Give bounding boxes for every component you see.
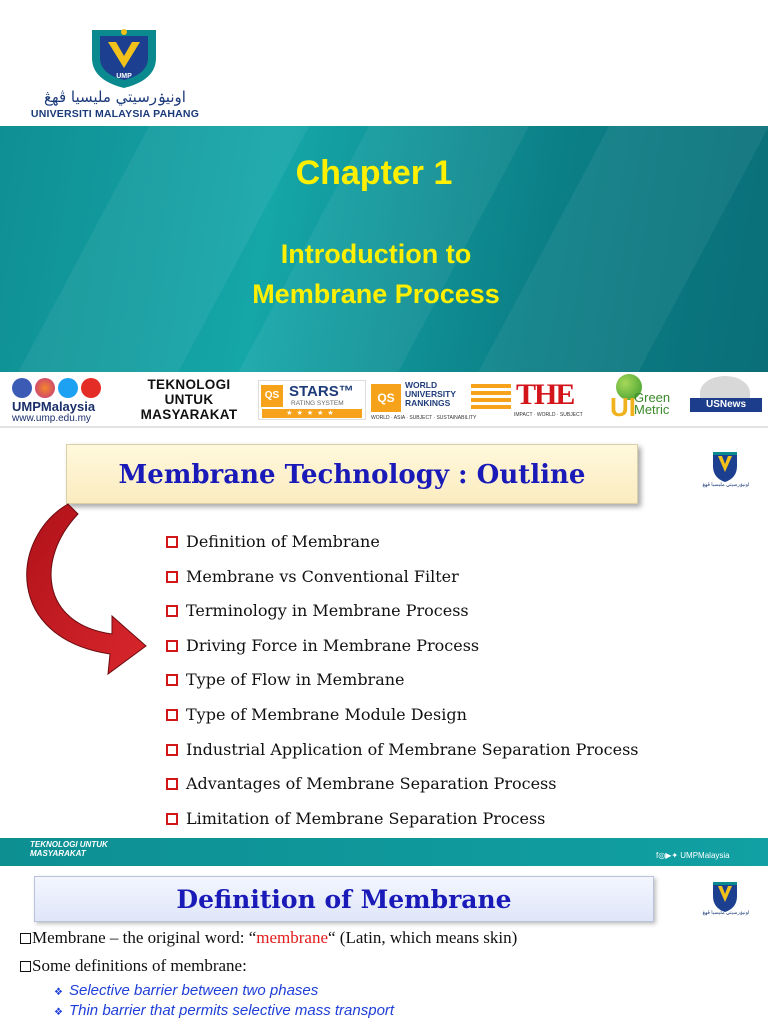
social-handle: UMPMalaysia bbox=[12, 399, 96, 414]
website-link[interactable]: www.ump.edu.my bbox=[12, 413, 91, 424]
list-item-label: Definition of Membrane bbox=[186, 532, 380, 551]
youtube-icon[interactable] bbox=[81, 378, 101, 398]
list-item-label: Membrane vs Conventional Filter bbox=[186, 566, 459, 586]
wur-stripe bbox=[471, 398, 511, 402]
list-item bbox=[166, 740, 638, 775]
greenmetric-logo: UI Green Metric bbox=[604, 374, 684, 424]
university-name-jawi: اونيۏرسيتي مليسيا ڤهڠ bbox=[44, 88, 186, 106]
ump-crest-icon bbox=[86, 28, 162, 90]
university-logo bbox=[10, 28, 220, 120]
twitter-icon[interactable] bbox=[58, 378, 78, 398]
list-item-label: Limitation of Membrane Separation Process bbox=[186, 808, 546, 828]
list-item-label: Industrial Application of Membrane Separation Process bbox=[186, 739, 639, 759]
mini-logo-text: اونيۏرسيتي مليسيا ڤهڠ bbox=[702, 910, 750, 916]
outline-slide bbox=[0, 432, 768, 864]
checkbox-icon bbox=[166, 709, 178, 721]
tagline-line-1: TEKNOLOGI bbox=[147, 377, 231, 392]
footer-tagline bbox=[30, 840, 108, 858]
checkbox-icon bbox=[166, 640, 178, 652]
diamond-bullet-icon: ❖ bbox=[54, 987, 63, 998]
list-item bbox=[166, 532, 638, 567]
checkbox-icon bbox=[166, 778, 178, 790]
definition-title-box bbox=[34, 876, 654, 922]
list-item-label: Type of Flow in Membrane bbox=[186, 670, 405, 690]
footer-social-handle: UMPMalaysia bbox=[680, 851, 730, 860]
definition-slide bbox=[0, 866, 768, 1024]
list-item-label: Advantages of Membrane Separation Process bbox=[186, 774, 557, 794]
checkbox-icon bbox=[20, 933, 31, 944]
svg-text:UMP: UMP bbox=[116, 73, 132, 80]
slide-footer bbox=[0, 838, 768, 866]
definition-line-1: Membrane – the original word: “membrane“ (Latin, which means skin) bbox=[20, 928, 517, 948]
outline-title: Membrane Technology : Outline bbox=[118, 460, 586, 490]
wur-line-3: RANKINGS bbox=[405, 398, 451, 408]
list-item bbox=[166, 567, 638, 602]
checkbox-icon bbox=[166, 674, 178, 686]
chapter-subtitle bbox=[0, 234, 752, 314]
instagram-icon[interactable] bbox=[35, 378, 55, 398]
ump-crest-icon bbox=[708, 880, 742, 926]
list-item bbox=[166, 705, 638, 740]
wur-stripe bbox=[471, 391, 511, 395]
star-rating-icon: ★★★★★ bbox=[262, 409, 362, 418]
checkbox-icon bbox=[166, 813, 178, 825]
usnews-label: USNews bbox=[690, 398, 762, 412]
facebook-icon[interactable] bbox=[12, 378, 32, 398]
footer-tagline-line-2: MASYARAKAT bbox=[30, 849, 86, 858]
wur-stripe bbox=[471, 405, 511, 409]
checkbox-icon bbox=[166, 744, 178, 756]
stars-label: STARS™ bbox=[289, 383, 354, 400]
outline-title-box bbox=[66, 444, 638, 504]
tagline bbox=[126, 377, 252, 422]
university-name: UNIVERSITI MALAYSIA PAHANG bbox=[30, 108, 200, 120]
curved-arrow-icon bbox=[0, 498, 160, 678]
tagline-line-2: UNTUK bbox=[164, 392, 214, 407]
checkbox-icon bbox=[166, 571, 178, 583]
list-item bbox=[166, 601, 638, 636]
list-item bbox=[166, 774, 638, 809]
tagline-line-3: MASYARAKAT bbox=[140, 407, 238, 422]
checkbox-icon bbox=[166, 536, 178, 548]
qs-stars-logo bbox=[258, 380, 366, 420]
diamond-bullet-icon: ❖ bbox=[54, 1007, 63, 1018]
social-icons-small: f◎▶✦ bbox=[656, 851, 681, 860]
the-sub-label: IMPACT · WORLD · SUBJECT bbox=[514, 412, 583, 418]
sub-item: ❖ Thin barrier that permits selective mass transport bbox=[54, 1002, 395, 1019]
wur-line-2: UNIVERSITY bbox=[405, 389, 457, 399]
definition-line-2: Some definitions of membrane: bbox=[20, 956, 247, 976]
qs-wur-logo bbox=[371, 378, 511, 422]
checkbox-icon bbox=[20, 961, 31, 972]
wur-stripe bbox=[471, 384, 511, 388]
stars-sub-label: RATING SYSTEM bbox=[291, 400, 344, 407]
mini-logo-text: اونيۏرسيتي مليسيا ڤهڠ bbox=[702, 482, 750, 488]
chapter-title: Chapter 1 bbox=[295, 154, 453, 192]
list-item bbox=[166, 636, 638, 671]
qs-badge: QS bbox=[261, 385, 283, 407]
subtitle-line-1: Introduction to bbox=[280, 239, 472, 269]
qs-wur-badge: QS bbox=[371, 384, 401, 412]
ump-crest-icon bbox=[708, 450, 742, 496]
wur-sub-label: WORLD · ASIA · SUBJECT · SUSTAINABILITY bbox=[371, 415, 477, 421]
definition-title: Definition of Membrane bbox=[176, 885, 512, 914]
subtitle-line-2: Membrane Process bbox=[252, 279, 500, 309]
highlight-word: membrane bbox=[256, 928, 328, 947]
list-item-label: Driving Force in Membrane Process bbox=[186, 635, 480, 655]
rankings-bar bbox=[0, 372, 768, 428]
the-logo: THE bbox=[516, 378, 574, 411]
wur-line-1: WORLD bbox=[405, 380, 438, 390]
checkbox-icon bbox=[166, 605, 178, 617]
footer-tagline-line-1: TEKNOLOGI UNTUK bbox=[30, 840, 108, 849]
list-item-label: Terminology in Membrane Process bbox=[186, 601, 469, 621]
sub-item: ❖ Selective barrier between two phases bbox=[54, 982, 319, 999]
social-icons bbox=[12, 378, 101, 398]
usnews-logo bbox=[690, 376, 762, 422]
wur-text bbox=[405, 381, 456, 408]
list-item-label: Type of Membrane Module Design bbox=[186, 704, 467, 724]
title-banner bbox=[0, 126, 768, 372]
list-item bbox=[166, 670, 638, 705]
greenmetric-label: Green Metric bbox=[634, 390, 671, 417]
footer-social bbox=[656, 851, 730, 860]
outline-list bbox=[166, 532, 638, 843]
title-slide bbox=[0, 0, 768, 432]
